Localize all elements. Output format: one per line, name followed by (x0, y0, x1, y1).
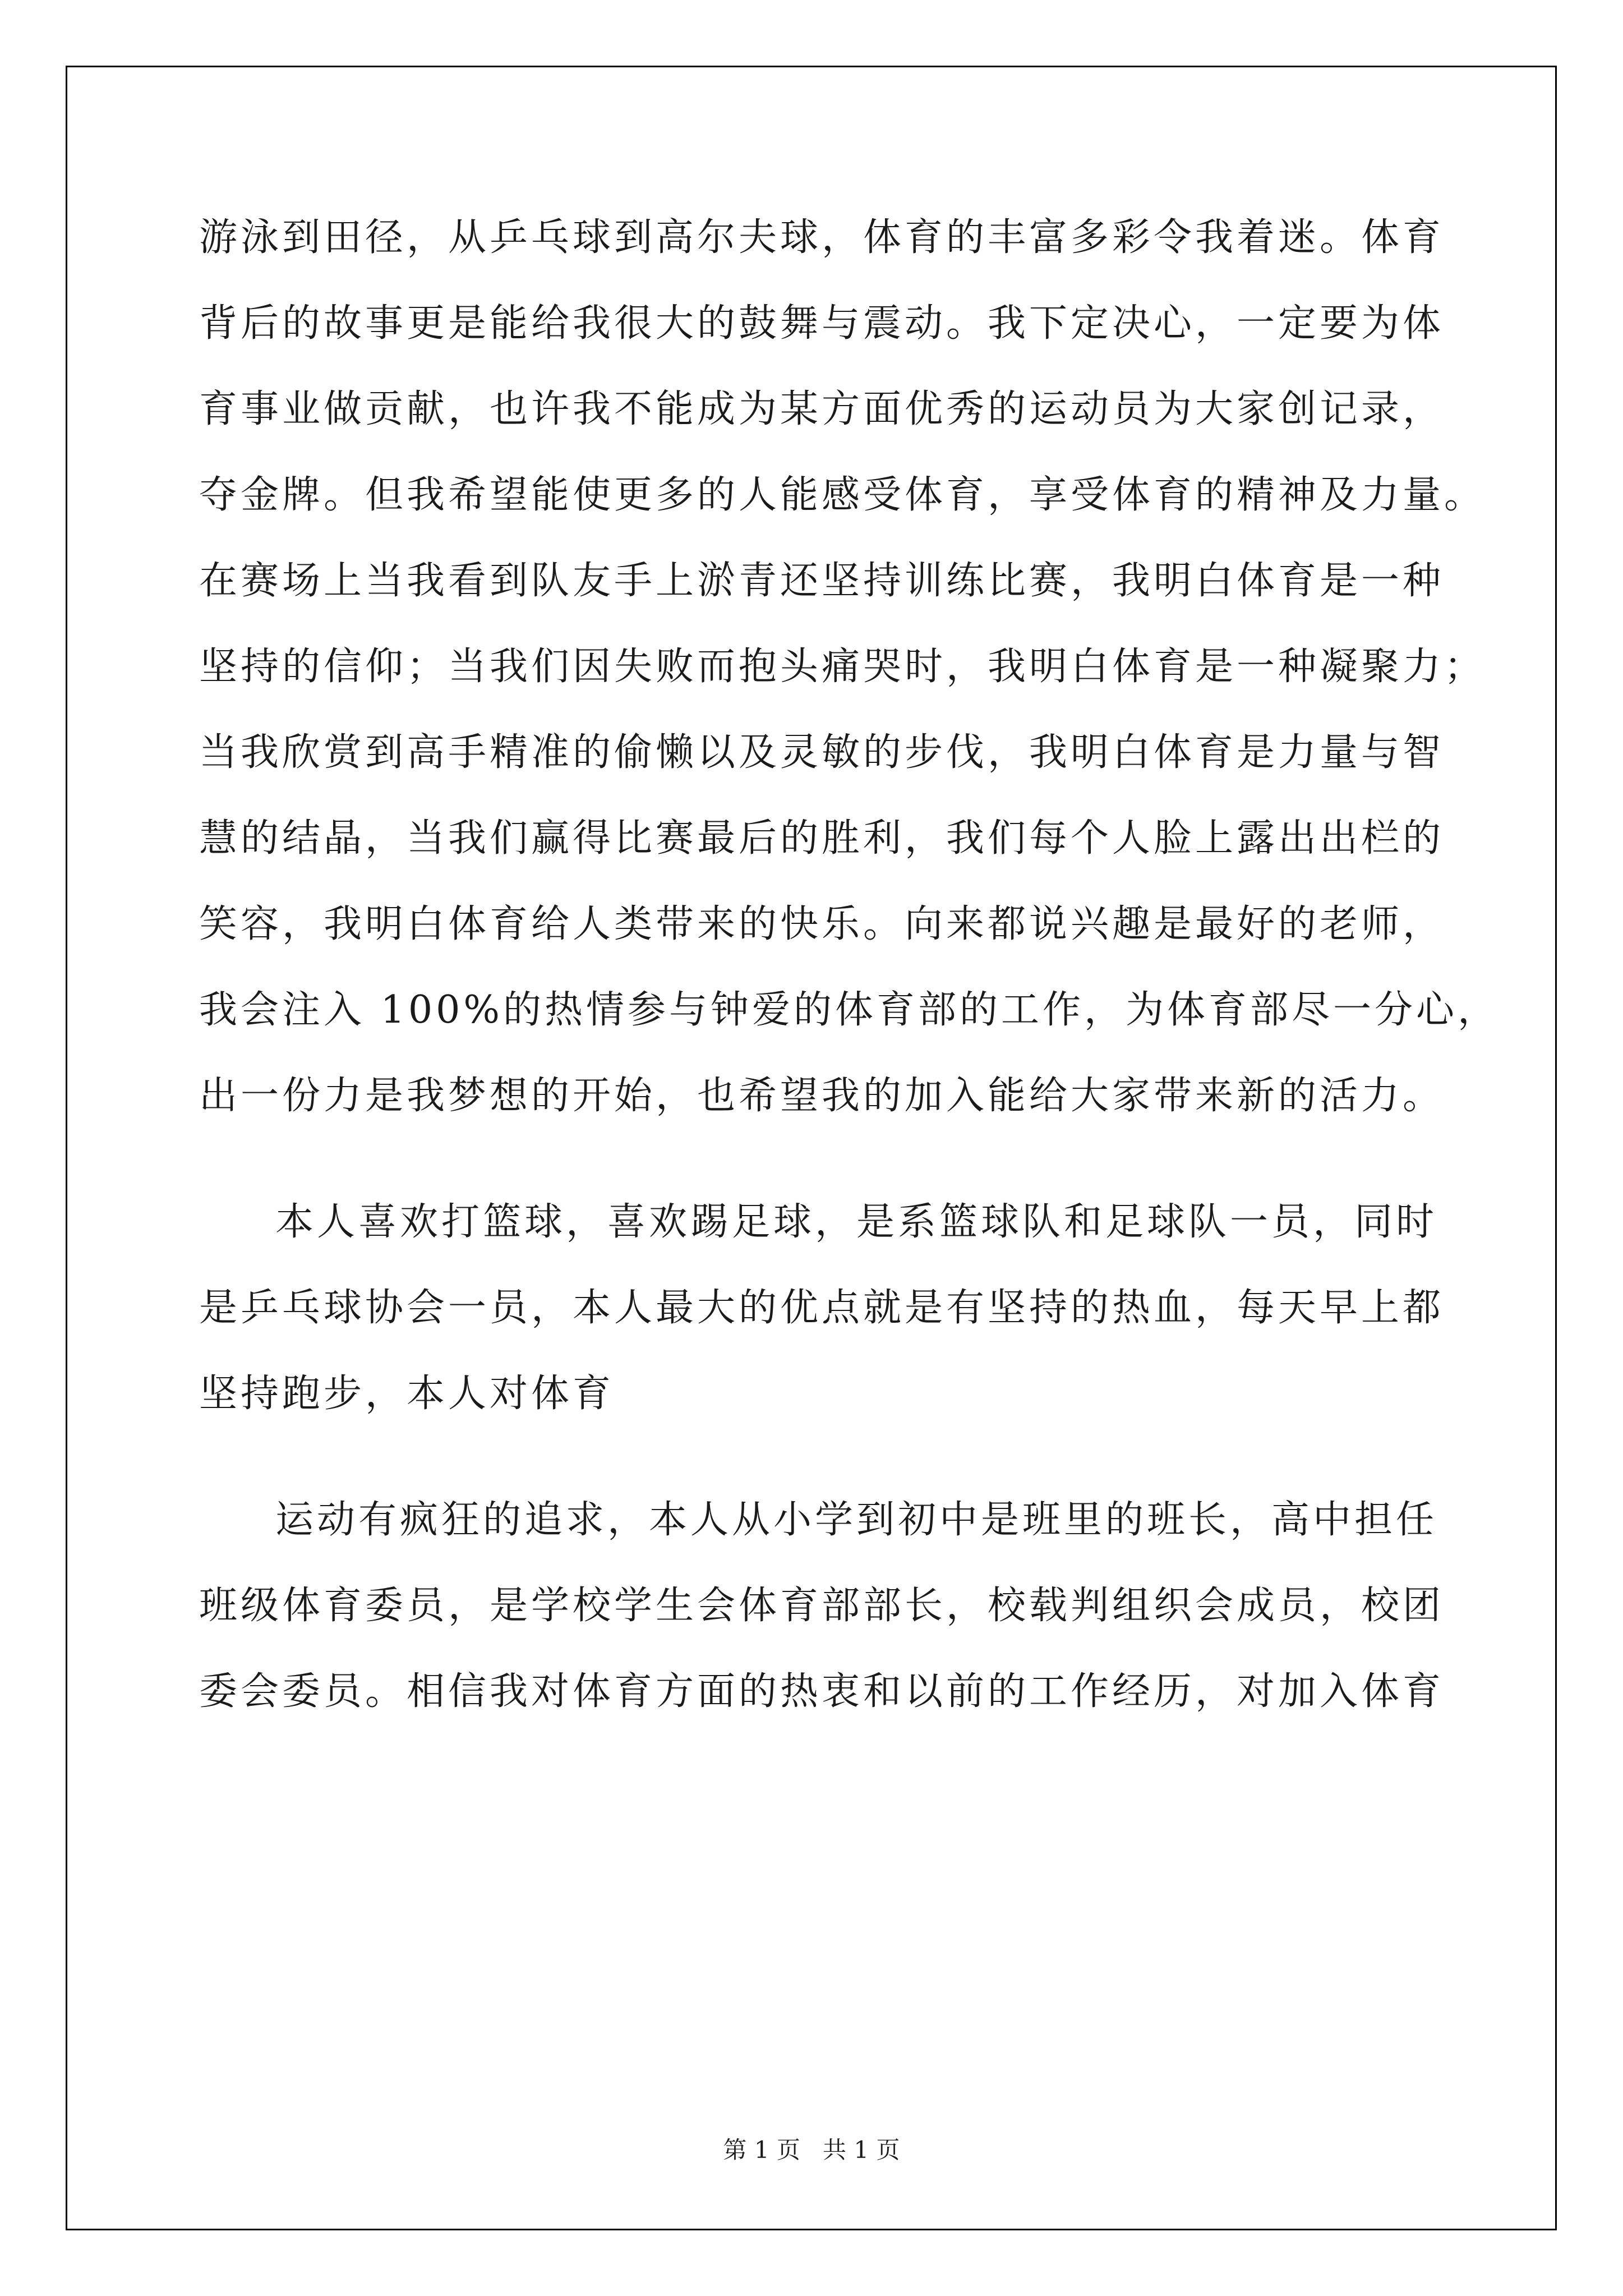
text-line: 背后的故事更是能给我很大的鼓舞与震动。我下定决心，一定要为体 (199, 301, 1445, 346)
paragraph-gap (199, 1157, 1438, 1198)
text-line-indented: 运动有疯狂的追求，本人从小学到初中是班里的班长，高中担任 (275, 1498, 1438, 1542)
text-line: 在赛场上当我看到队友手上淤青还坚持训练比赛，我明白体育是一种 (199, 559, 1445, 603)
paragraph-gap (199, 1455, 1438, 1496)
text-line: 笑容，我明白体育给人类带来的快乐。向来都说兴趣是最好的老师， (199, 902, 1445, 946)
page-number: 第 1 页 共 1 页 (723, 2136, 900, 2164)
text-line: 当我欣赏到高手精准的偷懒以及灵敏的步伐，我明白体育是力量与智 (199, 730, 1445, 775)
text-line: 育事业做贡献，也许我不能成为某方面优秀的运动员为大家创记录， (199, 387, 1445, 431)
document-body (199, 213, 1500, 1753)
text-line: 我会注入 100%的热情参与钟爱的体育部的工作，为体育部尽一分心， (199, 988, 1500, 1032)
text-line: 是乒乓球协会一员，本人最大的优点就是有坚持的热血，每天早上都 (199, 1286, 1445, 1330)
text-line: 班级体育委员，是学校学生会体育部部长，校载判组织会成员，校团 (199, 1584, 1445, 1628)
text-line: 坚持跑步，本人对体育 (199, 1372, 615, 1416)
text-line: 坚持的信仰；当我们因失败而抱头痛哭时，我明白体育是一种凝聚力； (199, 645, 1486, 689)
text-line: 委会委员。相信我对体育方面的热衷和以前的工作经历，对加入体育 (199, 1669, 1445, 1714)
text-line: 出一份力是我梦想的开始，也希望我的加入能给大家带来新的活力。 (199, 1074, 1445, 1118)
text-line-indented: 本人喜欢打篮球，喜欢踢足球，是系篮球队和足球队一员，同时 (275, 1200, 1438, 1244)
text-line: 夺金牌。但我希望能使更多的人能感受体育，享受体育的精神及力量。 (199, 473, 1486, 517)
text-line: 游泳到田径，从乒乓球到高尔夫球，体育的丰富多彩令我着迷。体育 (199, 215, 1445, 260)
text-line: 慧的结晶，当我们赢得比赛最后的胜利，我们每个人脸上露出出栏的 (199, 816, 1445, 861)
